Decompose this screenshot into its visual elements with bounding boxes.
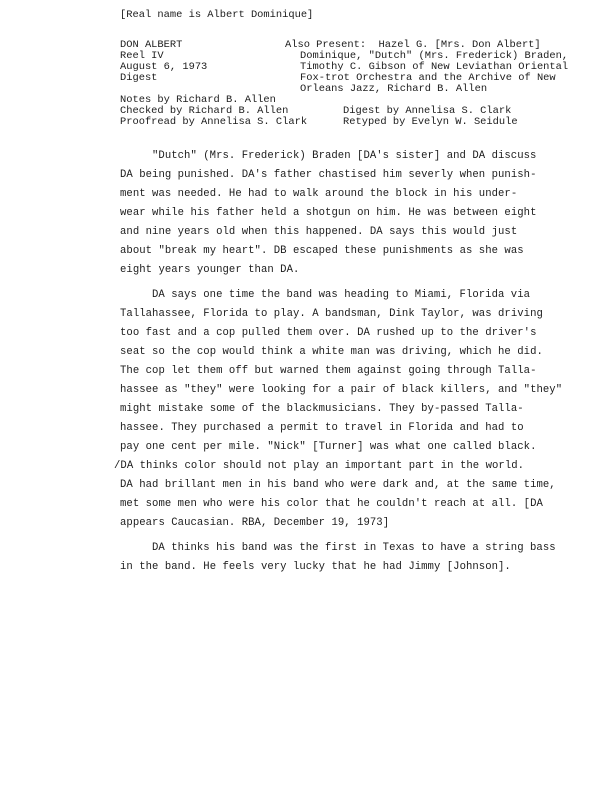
header-type: Digest bbox=[120, 72, 158, 84]
body-line: and nine years old when this happened. DA says this would just bbox=[120, 226, 518, 238]
body-line: in the band. He feels very lucky that he had Jimmy [Johnson]. bbox=[120, 561, 511, 573]
credit-checked: Checked by Richard B. Allen bbox=[120, 105, 289, 117]
body-line: "Dutch" (Mrs. Frederick) Braden [DA's sister] and DA discuss bbox=[152, 150, 537, 162]
real-name-note: [Real name is Albert Dominique] bbox=[120, 9, 314, 21]
also-present-line: Also Present: Hazel G. [Mrs. Don Albert] bbox=[285, 39, 541, 51]
body-line: wear while his father held a shotgun on him. He was between eight bbox=[120, 207, 537, 219]
body-line: DA thinks his band was the first in Texas to have a string bass bbox=[152, 542, 556, 554]
body-line: too fast and a cop pulled them over. DA rushed up to the driver's bbox=[120, 327, 537, 339]
body-line: might mistake some of the blackmusicians. They by-passed Talla- bbox=[120, 403, 524, 415]
body-line: DA had brillant men in his band who were dark and, at the same time, bbox=[120, 479, 556, 491]
also-present-line: Fox-trot Orchestra and the Archive of New bbox=[300, 72, 556, 84]
header-reel: Reel IV bbox=[120, 50, 164, 62]
body-line: appears Caucasian. RBA, December 19, 1973] bbox=[120, 517, 390, 529]
body-line: seat so the cop would think a white man was driving, which he did. bbox=[120, 346, 543, 358]
body-line: DA being punished. DA's father chastised him severly when punish- bbox=[120, 169, 537, 181]
body-line: eight years younger than DA. bbox=[120, 264, 300, 276]
credit-notes: Notes by Richard B. Allen bbox=[120, 94, 276, 106]
header-title: DON ALBERT bbox=[120, 39, 183, 51]
header-date: August 6, 1973 bbox=[120, 61, 208, 73]
body-line: met some men who were his color that he couldn't reach at all. [DA bbox=[120, 498, 543, 510]
credit-retyped: Retyped by Evelyn W. Seidule bbox=[343, 116, 518, 128]
body-line: Tallahassee, Florida to play. A bandsman, Dink Taylor, was driving bbox=[120, 308, 543, 320]
body-line: The cop let them off but warned them against going through Talla- bbox=[120, 365, 537, 377]
body-line: hassee as "they" were looking for a pair of black killers, and "they" bbox=[120, 384, 563, 396]
credit-digest: Digest by Annelisa S. Clark bbox=[343, 105, 512, 117]
body-line: hassee. They purchased a permit to travel in Florida and had to bbox=[120, 422, 524, 434]
also-present-line: Orleans Jazz, Richard B. Allen bbox=[300, 83, 488, 95]
also-present-line: Timothy C. Gibson of New Leviathan Oriental bbox=[300, 61, 569, 73]
body-line: /DA thinks color should not play an important part in the world. bbox=[114, 460, 525, 472]
body-line: DA says one time the band was heading to Miami, Florida via bbox=[152, 289, 531, 301]
also-present-line: Dominique, "Dutch" (Mrs. Frederick) Braden, bbox=[300, 50, 569, 62]
body-line: pay one cent per mile. "Nick" [Turner] was what one called black. bbox=[120, 441, 537, 453]
credit-proofread: Proofread by Annelisa S. Clark bbox=[120, 116, 308, 128]
body-line: about "break my heart". DB escaped these punishments as she was bbox=[120, 245, 524, 257]
body-line: ment was needed. He had to walk around the block in his under- bbox=[120, 188, 518, 200]
